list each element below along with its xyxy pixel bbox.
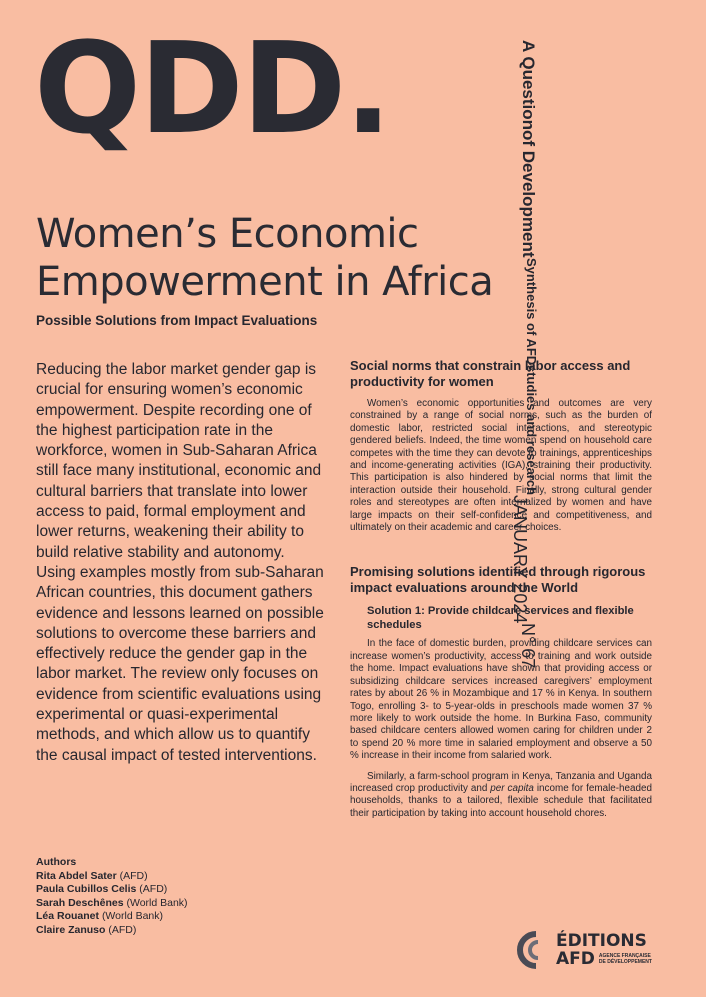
page-subtitle: Possible Solutions from Impact Evaluations (36, 313, 318, 328)
section2-para2: Similarly, a farm-school program in Kenya, Tanzania and Uganda increased crop productivity and per capita income for female-headed households, thanks to a tailored, flexible schedule that facilitated their participation by taking into account household chores. (350, 770, 653, 819)
series-sub-line2: studies and research (524, 364, 539, 495)
publisher-logo (514, 930, 652, 970)
author-item: Léa Rouanet (World Bank) (36, 910, 164, 922)
issue-date: JANUARY 2024 (510, 494, 530, 624)
lead-paragraph: Reducing the labor market gender gap is crucial for ensuring women’s economic empowerment. Despite recording one of the highest participation rate in the workforce, women in Sub-Saharan Africa still face many institutional, economic and cultural barriers that translate into lower access to paid, formal employment and lower returns, weakening their ability to build relative stability and autonomy. Using examples mostly from sub-Saharan African countries, this document gathers evidence and lessons learned on possible solutions to overcome these barriers and effectively reduce the gender gap in the labor market. The review only focuses on evidence from scientific evaluations using experimental or quasi-experimental methods, and which allow us to quantify the causal impact of tested interventions. (36, 361, 324, 764)
author-item: Paula Cubillos Celis (AFD) (36, 883, 168, 895)
right-column (350, 358, 652, 820)
issue-number: N° 67 (518, 623, 538, 669)
author-item: Claire Zanuso (AFD) (36, 923, 137, 936)
section1-heading: Social norms that constrain labor access and productivity for women (350, 358, 631, 389)
authors-heading: Authors (36, 856, 77, 868)
section2-heading: Promising solutions identified through rigorous impact evaluations around the World (350, 564, 646, 596)
series-title-line1: A Question (519, 40, 538, 131)
publisher-line1: ÉDITIONS (556, 931, 647, 951)
author-item: Sarah Deschênes (World Bank) (36, 896, 188, 909)
title-line1: Women’s Economic (36, 211, 419, 257)
page-title (36, 210, 493, 306)
title-line2: Empowerment in Africa (36, 259, 494, 305)
series-masthead (510, 40, 539, 669)
publisher-line2: AFD (556, 949, 595, 969)
series-sub-line1: Synthesis of AFD (524, 257, 539, 365)
series-title-line2: of Development (519, 130, 538, 258)
editions-afd-emblem-icon (514, 930, 550, 970)
authors-block (36, 856, 188, 937)
section2-para1: In the face of domestic burden, providing childcare services can increase women’s productivity, access to training and work outside the home. Impact evaluations have shown that providing access or subsidizing childcare services increased caregivers’ employment rates by about 26 % in Mozambique and 17 % in Kenya. In southern Togo, enrolling 3- to 5-year-olds in preschools made women 37 % more likely to work outside the home. In Burkina Faso, community based childcare centers allowed women caring for children under 2 to spend 20 % more time in salaried employment and observe a 50 % increase in their income from salaried work. (350, 638, 652, 762)
qdd-logo: QDD. (34, 15, 391, 162)
section1-body: Women’s economic opportunities and outcomes are very constrained by a range of social norms, such as the burden of domestic labor, restricted social interactions, and stereotypic gendered beliefs. Indeed, the time women spend on household care competes with the time they can devote to trainings, apprenticeships and income-generating activities (IGA), straining their productivity. This participation is also hindered by social norms that limit the interaction outside their household. Finally, strong cultural gender roles and stereotypes are often internalized by women and have large impacts on their self-confidence and competitiveness, and ultimately on their academic and career choices. (350, 398, 652, 534)
solution1-heading: Solution 1: Provide childcare services and flexible schedules (367, 605, 634, 632)
publisher-tagline: AGENCE FRANÇAISE DE DÉVELOPPEMENT (598, 953, 652, 965)
author-item: Rita Abdel Sater (AFD) (36, 869, 148, 882)
